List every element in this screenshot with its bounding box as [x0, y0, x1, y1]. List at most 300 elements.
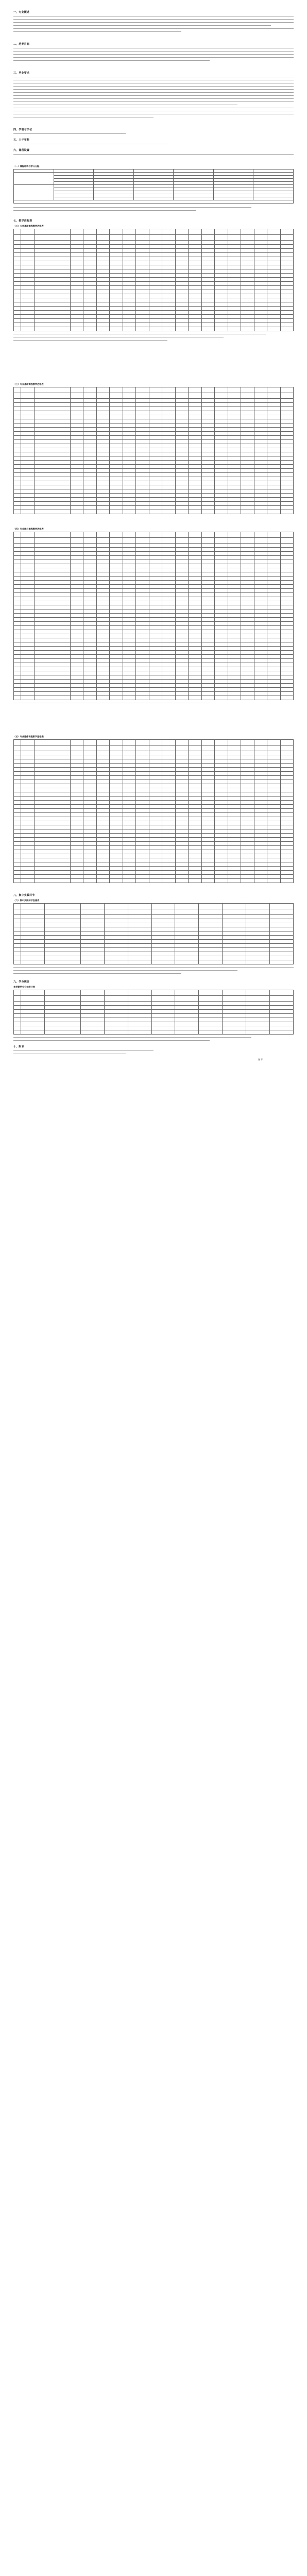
table-cell: [267, 307, 281, 311]
table-cell: [215, 862, 228, 867]
table-cell: [241, 751, 254, 755]
table-cell: [34, 788, 70, 792]
table-cell: [215, 805, 228, 809]
table-cell: [110, 634, 123, 638]
table-cell: [267, 282, 281, 286]
table-cell: [175, 813, 189, 817]
table-cell: [34, 688, 70, 692]
table-cell: [201, 315, 215, 319]
table-cell: [70, 415, 83, 419]
table-cell: [201, 448, 215, 452]
table-cell: [96, 667, 110, 671]
table-cell: [199, 936, 223, 940]
table-cell: [14, 399, 21, 403]
table-row: [14, 1026, 294, 1030]
table-cell: [201, 589, 215, 593]
table-cell: [254, 294, 267, 298]
table-cell: [280, 784, 294, 788]
table-cell: [96, 473, 110, 477]
table-cell: [70, 428, 83, 432]
table-cell: [96, 560, 110, 564]
table-cell: [162, 867, 176, 871]
table-cell: [34, 261, 70, 265]
table-cell: [215, 538, 228, 544]
table-cell: [280, 759, 294, 764]
table-cell: [215, 829, 228, 834]
table-cell: [280, 680, 294, 684]
table-cell: [241, 393, 254, 399]
table-cell: [128, 931, 151, 936]
table-cell: [149, 813, 162, 817]
table-cell: [241, 825, 254, 829]
table-cell: [96, 538, 110, 544]
table-cell: [136, 821, 149, 825]
table-cell: [83, 485, 97, 489]
table-cell: [136, 274, 149, 278]
table-cell: [215, 642, 228, 647]
table-cell: [215, 879, 228, 883]
table-cell: [254, 415, 267, 419]
table-cell: [21, 253, 35, 257]
table-cell: [110, 792, 123, 796]
table-cell: [189, 286, 202, 290]
table-cell: [189, 609, 202, 614]
table-cell: [21, 452, 35, 456]
table-cell: [162, 465, 176, 469]
table-cell: [189, 245, 202, 249]
table-row: [14, 675, 294, 680]
table-cell: [149, 506, 162, 510]
table-cell: [267, 399, 281, 403]
table-cell: [110, 834, 123, 838]
table-cell: [123, 585, 136, 589]
table-cell: [44, 944, 80, 948]
table-cell: [241, 568, 254, 572]
table-cell: [21, 605, 35, 609]
table-cell: [14, 298, 21, 302]
table-cell: [199, 919, 223, 923]
table-cell: [104, 1030, 128, 1035]
table-cell: [215, 249, 228, 253]
table-cell: [241, 585, 254, 589]
table-cell: [14, 403, 21, 407]
table-cell: [136, 788, 149, 792]
table-cell: [136, 817, 149, 821]
table-cell: [201, 411, 215, 415]
table-cell: [44, 927, 80, 931]
table-cell: [280, 605, 294, 609]
table-cell: [228, 298, 241, 302]
table-cell: [189, 552, 202, 556]
table-cell: [14, 659, 21, 663]
table-cell: [151, 919, 175, 923]
table-cell: [254, 461, 267, 465]
table-cell: [21, 688, 35, 692]
table-cell: [83, 302, 97, 307]
table-cell: [215, 651, 228, 655]
table-cell: [175, 915, 199, 919]
table-cell: [201, 858, 215, 862]
table-cell: [149, 829, 162, 834]
table-cell: [14, 626, 21, 630]
table-cell: [110, 469, 123, 473]
table-row: [14, 489, 294, 494]
table-cell: [215, 740, 228, 745]
table-cell: [21, 1026, 45, 1030]
table-cell: [128, 919, 151, 923]
table-cell: [215, 630, 228, 634]
table-cell: [175, 387, 189, 393]
table-cell: [96, 419, 110, 423]
table-cell: [83, 647, 97, 651]
table-cell: [254, 560, 267, 564]
table-row: [14, 850, 294, 854]
table-cell: [241, 319, 254, 323]
table-cell: [44, 936, 80, 940]
table-cell: [175, 688, 189, 692]
table-cell: [136, 407, 149, 411]
table-cell: [175, 319, 189, 323]
table-cell: [110, 560, 123, 564]
table-cell: [128, 904, 151, 909]
table-cell: [96, 572, 110, 577]
table-cell: [189, 411, 202, 415]
table-cell: [280, 548, 294, 552]
table-row: [14, 768, 294, 772]
table-cell: [83, 667, 97, 671]
table-cell: [254, 850, 267, 854]
table-cell: [123, 411, 136, 415]
table-cell: [104, 936, 128, 940]
table-cell: [201, 393, 215, 399]
table-cell: [96, 448, 110, 452]
table-cell: [254, 667, 267, 671]
table-cell: [175, 751, 189, 755]
table-cell: [151, 956, 175, 960]
table-cell: [270, 936, 294, 940]
table-cell: [175, 745, 189, 751]
table-cell: [70, 387, 83, 393]
table-cell: [34, 842, 70, 846]
table-cell: [123, 817, 136, 821]
table-cell: [110, 278, 123, 282]
table-cell: [254, 552, 267, 556]
table-cell: [104, 996, 128, 1002]
table-cell: [21, 1014, 45, 1018]
table-cell: [228, 415, 241, 419]
table-cell: [267, 257, 281, 261]
table-cell: [70, 817, 83, 821]
table-cell: [175, 552, 189, 556]
table-cell: [241, 415, 254, 419]
table-cell: [21, 229, 35, 235]
table-cell: [254, 642, 267, 647]
table-cell: [228, 813, 241, 817]
table-cell: [228, 825, 241, 829]
table-cell: [83, 605, 97, 609]
table-cell: [96, 307, 110, 311]
table-cell: [96, 605, 110, 609]
table-cell: [80, 1014, 104, 1018]
table-cell: [70, 498, 83, 502]
table-cell: [70, 411, 83, 415]
table-cell: [215, 290, 228, 294]
table-cell: [201, 867, 215, 871]
table-cell: [136, 510, 149, 514]
table-row: [14, 403, 294, 407]
table-row: [14, 956, 294, 960]
table-cell: [136, 688, 149, 692]
table-cell: [201, 423, 215, 428]
table-cell: [34, 796, 70, 801]
table-cell: [201, 688, 215, 692]
table-cell: [149, 788, 162, 792]
table-cell: [110, 286, 123, 290]
table-cell: [223, 1006, 246, 1010]
table-cell: [96, 502, 110, 506]
table-cell: [14, 290, 21, 294]
table-cell: [96, 253, 110, 257]
table-cell: [123, 465, 136, 469]
table-cell: [175, 601, 189, 605]
table-cell: [136, 473, 149, 477]
table-cell: [270, 923, 294, 927]
table-cell: [21, 498, 35, 502]
table-cell: [136, 556, 149, 560]
table-cell: [267, 788, 281, 792]
table-cell: [267, 585, 281, 589]
table-cell: [136, 319, 149, 323]
table-cell: [14, 269, 21, 274]
table-cell: [14, 692, 21, 696]
table-cell: [241, 854, 254, 858]
course-structure-table: [13, 169, 294, 204]
table-cell: [34, 393, 70, 399]
table-cell: [201, 419, 215, 423]
table-cell: [123, 842, 136, 846]
table-cell: [83, 456, 97, 461]
table-cell: [280, 481, 294, 485]
table-cell: [34, 498, 70, 502]
table-cell: [34, 319, 70, 323]
table-cell: [21, 867, 35, 871]
table-cell: [223, 904, 246, 909]
table-cell: [254, 489, 267, 494]
table-cell: [254, 875, 267, 879]
table-cell: [267, 245, 281, 249]
table-cell: [241, 692, 254, 696]
table-cell: [83, 307, 97, 311]
table-cell: [14, 688, 21, 692]
table-cell: [241, 532, 254, 538]
table-cell: [267, 692, 281, 696]
table-cell: [14, 274, 21, 278]
table-cell: [34, 601, 70, 605]
table-cell: [280, 544, 294, 548]
table-cell: [241, 862, 254, 867]
table-cell: [201, 659, 215, 663]
table-cell: [110, 494, 123, 498]
table-cell: [123, 630, 136, 634]
table-cell: [175, 879, 189, 883]
table-cell: [123, 423, 136, 428]
table-cell: [70, 593, 83, 597]
table-cell: [14, 915, 21, 919]
table-cell: [21, 560, 35, 564]
table-cell: [201, 651, 215, 655]
table-cell: [267, 387, 281, 393]
table-cell: [136, 572, 149, 577]
table-cell: [241, 581, 254, 585]
table-cell: [223, 940, 246, 944]
table-cell: [96, 294, 110, 298]
table-cell: [123, 638, 136, 642]
table-cell: [123, 692, 136, 696]
table-cell: [228, 428, 241, 432]
table-cell: [149, 605, 162, 609]
table-cell: [241, 560, 254, 564]
table-cell: [201, 298, 215, 302]
table-cell: [162, 825, 176, 829]
table-cell: [228, 448, 241, 452]
table-cell: [83, 544, 97, 548]
table-cell: [83, 780, 97, 784]
table-cell: [241, 498, 254, 502]
table-cell: [228, 671, 241, 675]
table-cell: [21, 298, 35, 302]
table-cell: [149, 780, 162, 784]
table-cell: [267, 568, 281, 572]
table-row: [14, 784, 294, 788]
table-cell: [136, 614, 149, 618]
table-cell: [189, 461, 202, 465]
table-cell: [136, 532, 149, 538]
table-cell: [21, 622, 35, 626]
table-cell: [175, 960, 199, 964]
table-cell: [280, 241, 294, 245]
table-cell: [280, 253, 294, 257]
table-cell: [110, 842, 123, 846]
table-cell: [14, 502, 21, 506]
table-cell: [70, 618, 83, 622]
table-cell: [175, 940, 199, 944]
table-cell: [21, 919, 45, 923]
table-cell: [136, 444, 149, 448]
table-cell: [14, 780, 21, 784]
table-cell: [162, 692, 176, 696]
table-cell: [280, 302, 294, 307]
table-cell: [189, 415, 202, 419]
table-cell: [175, 538, 189, 544]
table-cell: [189, 875, 202, 879]
table-cell: [123, 659, 136, 663]
table-cell: [110, 745, 123, 751]
table-cell: [162, 403, 176, 407]
table-cell: [110, 307, 123, 311]
table-cell: [201, 399, 215, 403]
table-cell: [175, 801, 189, 805]
table-cell: [123, 253, 136, 257]
table-cell: [83, 469, 97, 473]
table-cell: [228, 655, 241, 659]
table-cell: [228, 780, 241, 784]
table-cell: [83, 261, 97, 265]
table-cell: [241, 684, 254, 688]
table-cell: [136, 581, 149, 585]
table-cell: [14, 745, 21, 751]
table-cell: [175, 229, 189, 235]
table-row: [14, 415, 294, 419]
table-cell: [96, 597, 110, 601]
table-cell: [70, 609, 83, 614]
table-cell: [14, 667, 21, 671]
table-cell: [215, 667, 228, 671]
table-cell: [267, 265, 281, 269]
table-cell: [128, 990, 151, 996]
table-cell: [21, 768, 35, 772]
table-row: [14, 923, 294, 927]
table-cell: [189, 560, 202, 564]
table-cell: [83, 415, 97, 419]
table-cell: [21, 423, 35, 428]
table-row: [14, 647, 294, 651]
table-cell: [254, 436, 267, 440]
table-cell: [83, 387, 97, 393]
table-cell: [136, 751, 149, 755]
table-cell: [246, 1002, 270, 1006]
table-cell: [241, 821, 254, 825]
table-cell: [241, 871, 254, 875]
table-cell: [21, 399, 35, 403]
table-cell: [149, 302, 162, 307]
table-cell: [34, 858, 70, 862]
table-cell: [21, 245, 35, 249]
table-cell: [136, 692, 149, 696]
table-cell: [70, 319, 83, 323]
table-cell: [228, 875, 241, 879]
table-cell: [96, 655, 110, 659]
table-cell: [21, 469, 35, 473]
table-cell: [254, 311, 267, 315]
table-cell: [136, 577, 149, 581]
table-cell: [254, 538, 267, 544]
table-cell: [21, 568, 35, 572]
table-cell: [267, 593, 281, 597]
table-cell: [175, 626, 189, 630]
table-cell: [136, 663, 149, 667]
table-cell: [14, 432, 21, 436]
table-cell: [123, 647, 136, 651]
table-cell: [123, 506, 136, 510]
table-cell: [215, 817, 228, 821]
table-cell: [110, 428, 123, 432]
table-cell: [201, 879, 215, 883]
table-cell: [110, 659, 123, 663]
table-cell: [149, 311, 162, 315]
table-cell: [189, 622, 202, 626]
table-cell: [267, 577, 281, 581]
table-cell: [215, 393, 228, 399]
table-cell: [136, 858, 149, 862]
section-heading: 五、主干学科: [13, 139, 30, 142]
table-cell: [34, 651, 70, 655]
table-cell: [175, 692, 189, 696]
table-cell: [14, 879, 21, 883]
table-cell: [123, 577, 136, 581]
table-cell: [123, 801, 136, 805]
table-cell: [70, 688, 83, 692]
table-row: [14, 456, 294, 461]
